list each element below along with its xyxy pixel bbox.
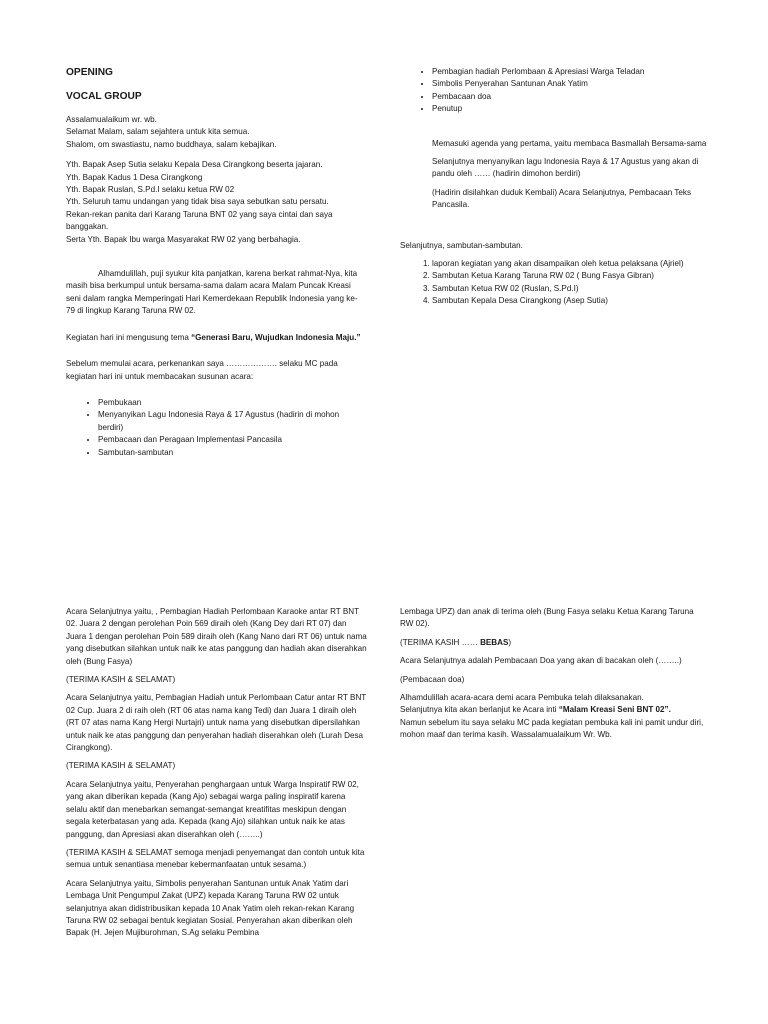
speech-item: 4. Sambutan Kepala Desa Cirangkong (Asep Sutia) — [432, 295, 710, 307]
salutation-line: Yth. Bapak Kadus 1 Desa Cirangkong — [66, 172, 203, 182]
agenda-item: • Pembacaan dan Peragaan Implementasi Pancasila — [98, 434, 366, 446]
closing-title: “Malam Kreasi Seni BNT 02”. — [558, 705, 671, 715]
doa-paragraph: Acara Selanjutnya adalah Pembacaan Doa yang akan di bacakan oleh (……..) — [400, 656, 682, 666]
inspiratif-paragraph: Acara Selanjutnya yaitu, Penyerahan penghargaan untuk Warga Inspiratif RW 02, yang akan diberikan kepada (Kang Ajo) sebagai warga paling inspiratif karena selalu aktif dan menebarkan semangat-semangat kreatifitas meskipun dengan segala keterbatasan yang ada. Kepada (kang Ajo) silahkan untuk naik ke atas panggung, dan Apresiasi akan diserahkan oleh (……..) — [66, 779, 359, 839]
speeches-intro: Selanjutnya, sambutan-sambutan. — [400, 240, 523, 250]
first-agenda-paragraph: Memasuki agenda yang pertama, yaitu membaca Basmallah Bersama-sama — [432, 138, 707, 148]
agenda-item: • Penutup — [432, 103, 710, 115]
speech-item: 2. Sambutan Ketua Karang Taruna RW 02 ( Bung Fasya Gibran) — [432, 270, 710, 282]
greeting-line: Assalamualaikum wr. wb. — [66, 115, 157, 124]
page1-right-column — [400, 66, 710, 316]
closing-block — [400, 692, 705, 742]
closing-line: Namun sebelum itu saya selaku MC pada kegiatan pembuka kali ini pamit undur diri, mohon maaf dan terima kasih. Wassalamualaikum Wr. Wb. — [400, 717, 704, 740]
heading-opening: OPENING — [66, 67, 113, 78]
thanks-text: ) — [508, 637, 512, 647]
thanks-text: (TERIMA KASIH …… — [400, 637, 481, 647]
closing-line: Alhamdulillah acara-acara demi acara Pembuka telah dilaksanakan. — [400, 693, 644, 703]
anthem-paragraph: Selanjutnya menyanyikan lagu Indonesia Raya & 17 Agustus yang akan di pandu oleh …… (hadirin dimohon berdiri) — [432, 157, 699, 179]
agenda-item: • Sambutan-sambutan — [98, 447, 366, 459]
agenda-item: • Menyanyikan Lagu Indonesia Raya & 17 Agustus (hadirin di mohon berdiri) — [98, 409, 366, 434]
thanks-line — [400, 637, 705, 649]
agenda-item: • Simbolis Penyerahan Santunan Anak Yatim — [432, 78, 710, 90]
karaoke-paragraph: Acara Selanjutnya yaitu, , Pembagian Hadiah Perlombaan Karaoke antar RT BNT 02. Juara 2 dengan perolehan Poin 569 diraih oleh (Kang Dey dari RT 07) dan Juara 1 dengan perolehan Poin 589 diraih oleh (Kang Nano dari RT 06) untuk nama yang disebutkan silahkan untuk naik ke atas panggung dan hadiah akan diserahkan oleh (Bung Fasya) — [66, 607, 367, 666]
pancasila-paragraph: (Hadirin disilahkan duduk Kembali) Acara Selanjutnya, Pembacaan Teks Pancasila. — [432, 187, 691, 210]
heading-vocal-group: VOCAL GROUP — [66, 91, 142, 102]
agenda-item: • Pembacaan doa — [432, 91, 710, 103]
salutation-line: Yth. Bapak Asep Sutia selaku Kepala Desa Cirangkong beserta jajaran. — [66, 160, 323, 170]
chess-paragraph: Acara Selanjutnya yaitu, Pembagian Hadiah untuk Perlombaan Catur antar RT BNT 02 Cup. Juara 2 di raih oleh (RT 06 atas nama kang Tedi) dan Juara 1 diraih oleh (RT 07 atas nama Kang Hergi Nurtajri) untuk nama yang disebutkan dipersilahkan untuk naik ke atas panggung dan penyerahan hadiah diserahkan oleh (Lurah Desa Cirangkong). — [66, 693, 367, 753]
closing-text: Selanjutnya kita akan berlanjut ke Acara inti — [400, 705, 559, 715]
santunan-continued: Lembaga UPZ) dan anak di terima oleh (Bung Fasya selaku Ketua Karang Taruna RW 02). — [400, 607, 694, 629]
salutation-line: Yth. Seluruh tamu undangan yang tidak bisa saya sebutkan satu persatu. — [66, 197, 329, 207]
gratitude-paragraph: Alhamdulillah, puji syukur kita panjatkan, karena berkat rahmat-Nya, kita masih bisa berkumpul untuk bersama-sama dalam acara Malam Puncak Kreasi seni dalam rangka Memperingati Hari Kemerdekaan Republik Indonesia yang ke-79 di lingkup Karang Taruna RW 02. — [66, 269, 358, 316]
doa-label: (Pembacaan doa) — [400, 674, 465, 684]
agenda-item: • Pembukaan — [98, 397, 366, 409]
page1-left-column — [66, 66, 366, 467]
agenda-list — [66, 397, 366, 459]
thanks-bold: BEBAS — [480, 637, 509, 647]
salutation-line: Serta Yth. Bapak Ibu warga Masyarakat RW 02 yang berbahagia. — [66, 234, 301, 244]
speech-item: 3. Sambutan Ketua RW 02 (Ruslan, S.Pd.I) — [432, 283, 710, 295]
theme-title: “Generasi Baru, Wujudkan Indonesia Maju.” — [191, 332, 361, 342]
greeting-block — [66, 114, 366, 151]
greeting-line: Shalom, om swastiastu, namo buddhaya, salam kebajikan. — [66, 139, 277, 149]
salutation-line: Rekan-rekan panita dari Karang Taruna BNT 02 yang saya cintai dan saya banggakan. — [66, 209, 333, 232]
thanks-line: (TERIMA KASIH & SELAMAT) — [66, 761, 176, 771]
closing-line — [400, 704, 705, 716]
theme-paragraph — [66, 332, 366, 344]
before-program-paragraph: Sebelum memulai acara, perkenankan saya ………………. selaku MC pada kegiatan hari ini untuk membacakan susunan acara: — [66, 359, 338, 381]
thanks-line: (TERIMA KASIH & SELAMAT) — [66, 675, 176, 685]
greeting-line: Selamat Malam, salam sejahtera untuk kita semua. — [66, 127, 250, 137]
santunan-paragraph: Acara Selanjutnya yaitu, Simbolis penyerahan Santunan untuk Anak Yatim dari Lembaga Unit Pengumpul Zakat (UPZ) kepada Karang Taruna RW 02 untuk selanjutnya akan didistribusikan kepada 10 Anak Yatim oleh rekan-rekan Karang Taruna RW 02 sebagai bentuk kegiatan Sosial. Penyerahan akan diberikan oleh Bapak (H. Jejen Mujiburohman, S.Ag selaku Pembina — [66, 878, 355, 938]
opening-steps — [400, 138, 710, 212]
theme-text: Kegiatan hari ini mengusung tema — [66, 332, 192, 342]
page2-left-column — [66, 606, 368, 946]
thanks-line: (TERIMA KASIH & SELAMAT semoga menjadi penyemangat dan contoh untuk kita semua untuk senantiasa menebar kebermanfaatan untuk sesama.) — [66, 847, 365, 870]
speeches-list — [400, 258, 710, 308]
page2-right-column — [400, 606, 705, 742]
agenda-item: • Pembagian hadiah Perlombaan & Apresiasi Warga Teladan — [432, 66, 710, 78]
speech-item: 1. laporan kegiatan yang akan disampaikan oleh ketua pelaksana (Ajriel) — [432, 258, 710, 270]
agenda-list-continued — [400, 66, 710, 116]
salutation-line: Yth. Bapak Ruslan, S.Pd.I selaku ketua RW 02 — [66, 185, 235, 195]
salutation-block — [66, 159, 366, 246]
